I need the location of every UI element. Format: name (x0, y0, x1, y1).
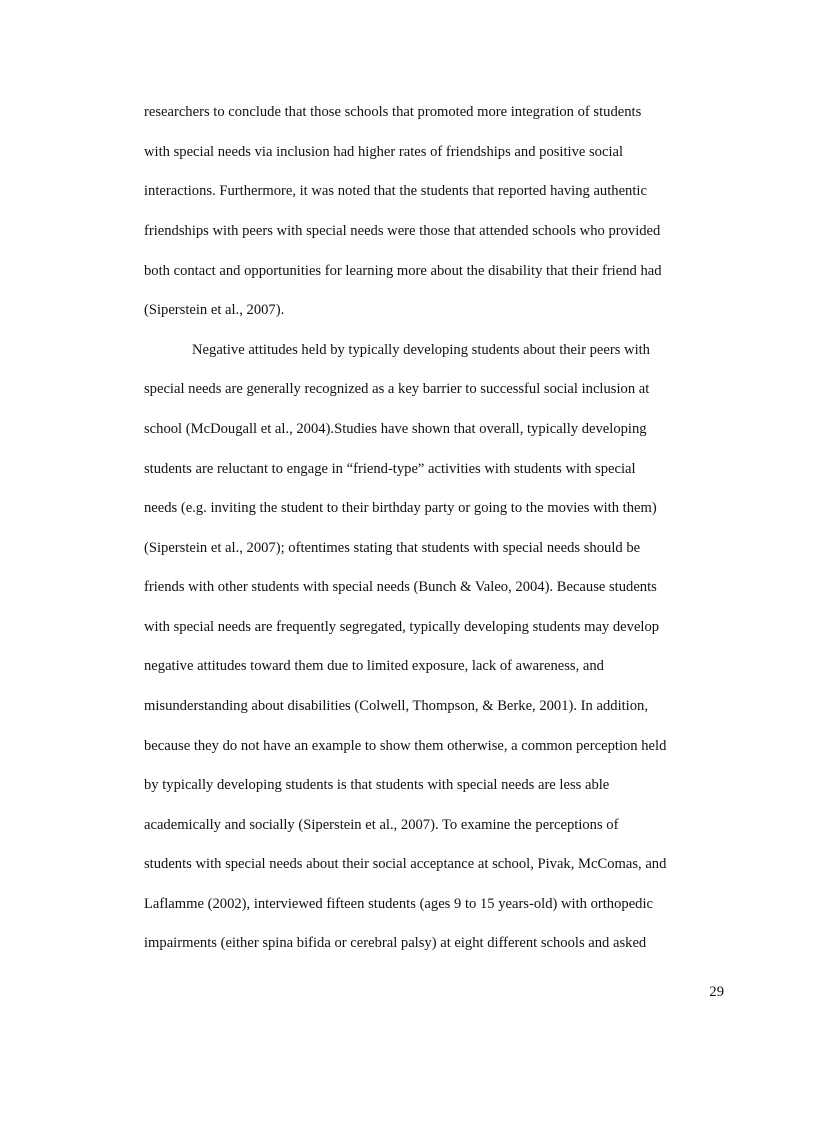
page-number: 29 (709, 984, 724, 1000)
body-text-line: Laflamme (2002), interviewed fifteen students (ages 9 to 15 years-old) with orthopedic (144, 896, 653, 912)
body-text-line: (Siperstein et al., 2007). (144, 302, 285, 318)
body-text-line: because they do not have an example to show them otherwise, a common perception held (144, 738, 667, 754)
body-text-line: with special needs are frequently segregated, typically developing students may develop (144, 619, 660, 635)
paragraph-start-line: Negative attitudes held by typically developing students about their peers with (192, 342, 650, 358)
body-text-line: misunderstanding about disabilities (Colwell, Thompson, & Berke, 2001). In addition, (144, 698, 648, 714)
body-text-line: impairments (either spina bifida or cerebral palsy) at eight different schools and asked (144, 935, 647, 951)
body-text-line: friends with other students with special needs (Bunch & Valeo, 2004). Because students (144, 579, 657, 595)
body-text-line: friendships with peers with special needs were those that attended schools who provided (144, 223, 661, 239)
body-text-line: special needs are generally recognized as a key barrier to successful social inclusion at (144, 381, 650, 397)
body-text-line: with special needs via inclusion had higher rates of friendships and positive social (144, 144, 624, 160)
body-text-line: interactions. Furthermore, it was noted that the students that reported having authentic (144, 183, 647, 199)
body-text-line: students with special needs about their social acceptance at school, Pivak, McComas, and (144, 856, 667, 872)
body-text-line: needs (e.g. inviting the student to their birthday party or going to the movies with them) (144, 500, 657, 516)
body-text-line: both contact and opportunities for learning more about the disability that their friend had (144, 263, 662, 279)
body-text-line: school (McDougall et al., 2004).Studies have shown that overall, typically developing (144, 421, 647, 437)
body-text-line: academically and socially (Siperstein et al., 2007). To examine the perceptions of (144, 817, 619, 833)
body-text-line: students are reluctant to engage in “friend-type” activities with students with special (144, 461, 636, 477)
body-text-line: negative attitudes toward them due to limited exposure, lack of awareness, and (144, 658, 604, 674)
body-text-line: by typically developing students is that students with special needs are less able (144, 777, 610, 793)
body-text-line: researchers to conclude that those schools that promoted more integration of students (144, 104, 642, 120)
body-text-line: (Siperstein et al., 2007); oftentimes stating that students with special needs should be (144, 540, 641, 556)
